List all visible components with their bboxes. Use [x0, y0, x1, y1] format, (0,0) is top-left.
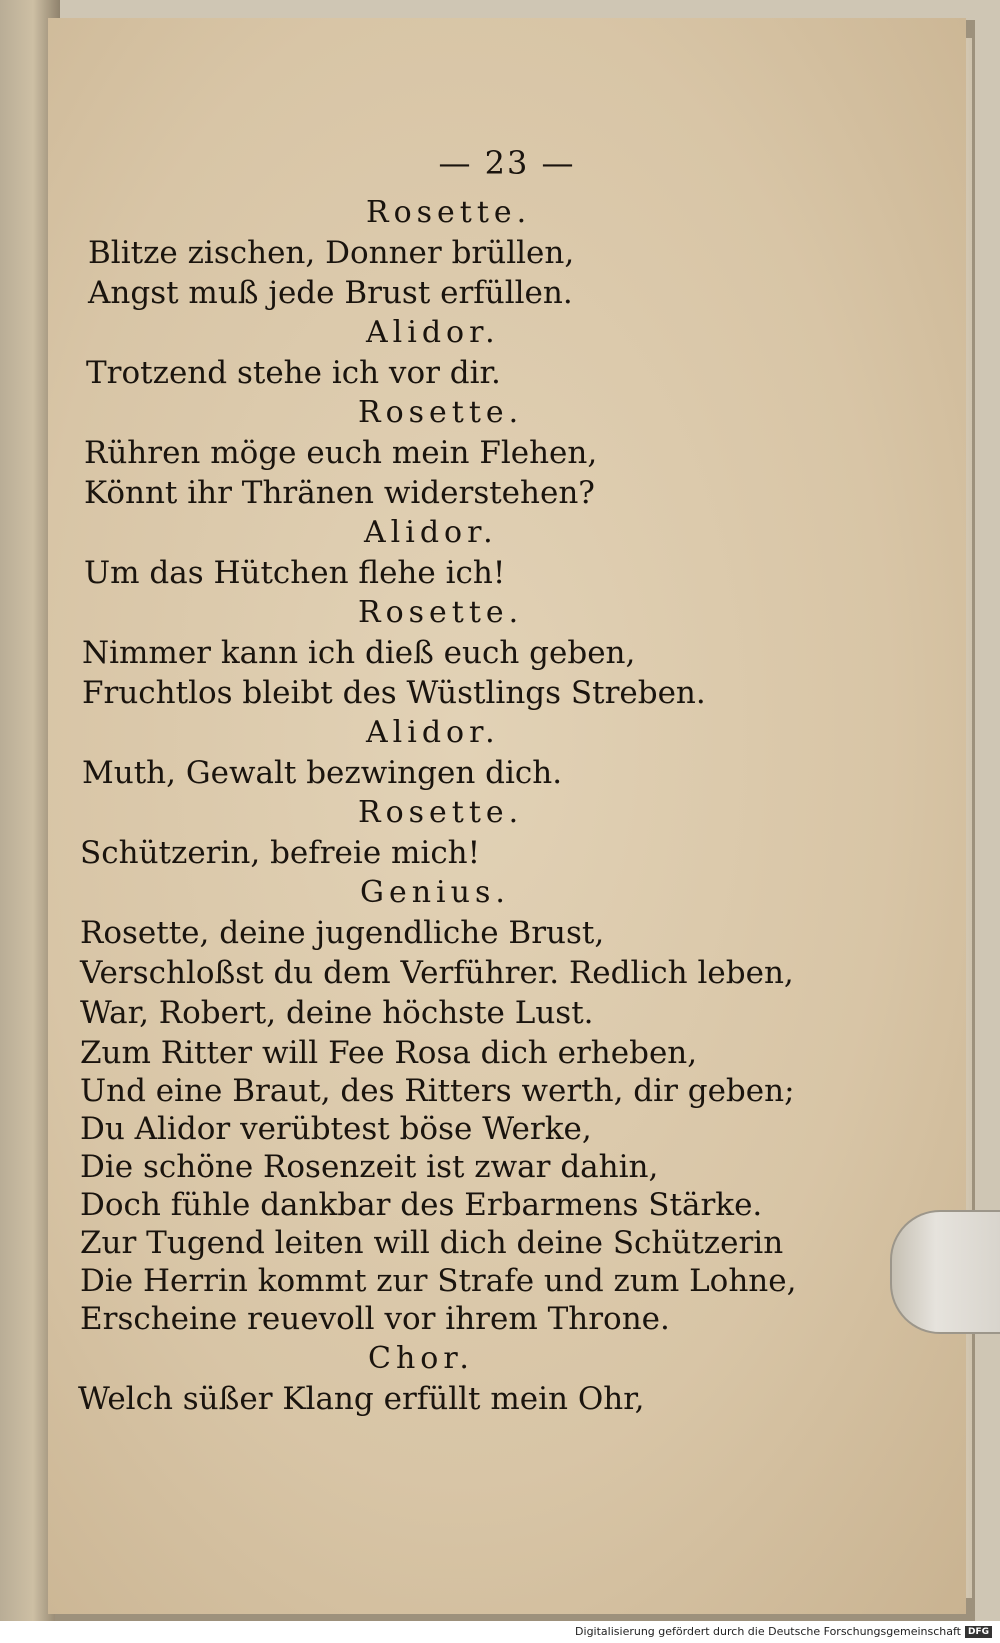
footer-credit-text: Digitalisierung gefördert durch die Deutsche Forschungsgemeinschaft	[575, 1625, 961, 1638]
speaker-name: Rosette.	[358, 595, 524, 630]
page-header: — 23 —	[438, 144, 576, 182]
speaker-name: Genius.	[360, 875, 510, 910]
verse-line: Fruchtlos bleibt des Wüstlings Streben.	[82, 675, 706, 711]
verse-line: Du Alidor verübtest böse Werke,	[80, 1111, 592, 1147]
verse-line: Verschloßst du dem Verführer. Redlich leben,	[80, 955, 794, 991]
speaker-name: Rosette.	[366, 195, 532, 230]
verse-line: Um das Hütchen flehe ich!	[84, 555, 506, 591]
verse-line: Muth, Gewalt bezwingen dich.	[82, 755, 563, 791]
verse-line: War, Robert, deine höchste Lust.	[80, 995, 594, 1031]
speaker-name: Rosette.	[358, 395, 524, 430]
dfg-logo: DFG	[965, 1626, 992, 1638]
verse-line: Nimmer kann ich dieß euch geben,	[82, 635, 636, 671]
verse-line: Zur Tugend leiten will dich deine Schützerin	[80, 1225, 784, 1261]
verse-line: Die Herrin kommt zur Strafe und zum Lohne,	[80, 1263, 797, 1299]
page-number: 23	[484, 144, 530, 182]
bookmark-tab	[890, 1210, 1000, 1334]
verse-line: Könnt ihr Thränen widerstehen?	[84, 475, 595, 511]
verse-line: Doch fühle dankbar des Erbarmens Stärke.	[80, 1187, 763, 1223]
speaker-name: Chor.	[368, 1341, 474, 1376]
verse-line: Trotzend stehe ich vor dir.	[86, 355, 501, 391]
verse-line: Rosette, deine jugendliche Brust,	[80, 915, 605, 951]
verse-line: Rühren möge euch mein Flehen,	[84, 435, 598, 471]
verse-line: Zum Ritter will Fee Rosa dich erheben,	[80, 1035, 698, 1071]
verse-line: Angst muß jede Brust erfüllen.	[88, 275, 573, 311]
verse-line: Welch süßer Klang erfüllt mein Ohr,	[78, 1381, 645, 1417]
verse-line: Erscheine reuevoll vor ihrem Throne.	[80, 1301, 670, 1337]
verse-line: Und eine Braut, des Ritters werth, dir geben;	[80, 1073, 795, 1109]
speaker-name: Alidor.	[366, 315, 500, 350]
speaker-name: Alidor.	[364, 515, 498, 550]
speaker-name: Rosette.	[358, 795, 524, 830]
verse-line: Schützerin, befreie mich!	[80, 835, 481, 871]
book-page	[48, 18, 966, 1614]
speaker-name: Alidor.	[366, 715, 500, 750]
footer-credit	[575, 1625, 992, 1638]
verse-line: Die schöne Rosenzeit ist zwar dahin,	[80, 1149, 659, 1185]
verse-line: Blitze zischen, Donner brüllen,	[88, 235, 575, 271]
